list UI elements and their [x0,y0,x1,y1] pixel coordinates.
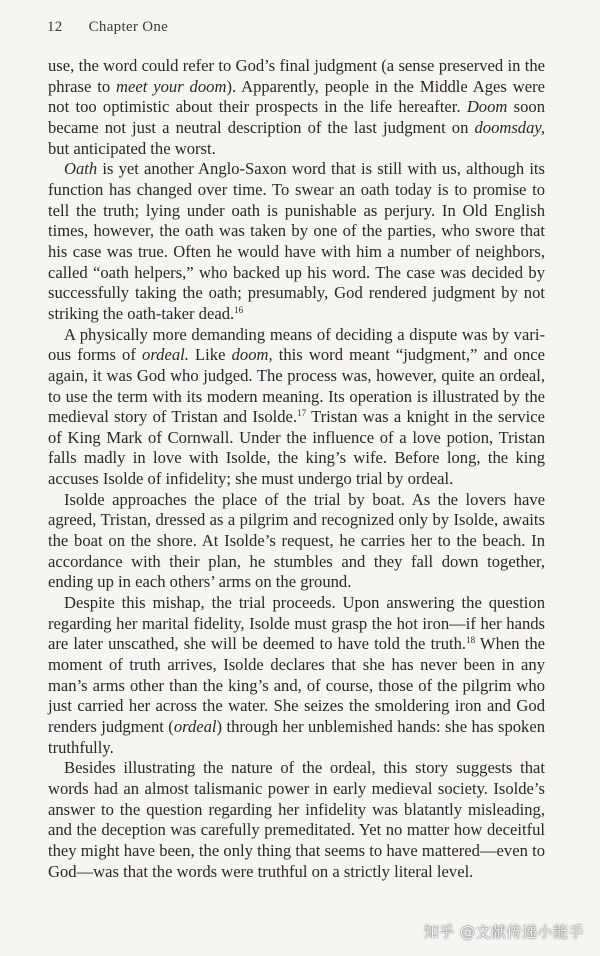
italic-term: Doom [466,97,508,117]
text-run: When the moment of truth arrives, Isolde declares that she has never been in any man’s arms other than the king’s and, of course, those of the pilgrim who just carried her across the water. She seizes the smoldering iron and God renders judgment ( [48,634,545,736]
italic-term: Oath [64,159,98,179]
text-run: but anticipated the worst. [48,138,216,158]
body-text [48,56,545,882]
footnote-marker: 16 [234,304,244,315]
italic-term: doomsday, [474,117,545,137]
running-head [47,19,168,36]
italic-term: ordeal [173,717,217,736]
page-number: 12 [47,19,63,35]
footnote-marker: 17 [297,408,307,419]
text-run: ) through her unblemished hands: she has spoken truthfully. [48,717,545,757]
italic-term: doom, [231,345,273,365]
footnote-marker: 18 [466,635,476,646]
text-run: Besides illustrating the nature of the ordeal, this story suggests that words had an almost talismanic power in early medieval society. Isolde’s answer to the question regarding her infidelity was blatantly misleading, and the deception was carefully premeditated. Yet no matter how deceitful they might have been, the only thing that seems to have mattered—even to God—was that the words were truthful on a strictly literal level. [48,758,545,881]
italic-term: ordeal. [142,345,189,365]
watermark-text: 知乎 @文献传递小能手 [423,923,584,941]
paragraph [48,490,545,593]
text-run: use, the word could refer to God’s final judgment (a sense preserved in the phrase to [48,56,545,96]
text-run: ). Apparently, people in the Middle Ages were not too optimistic about their prospects in the life hereafter. [48,76,545,117]
paragraph [48,758,545,882]
text-run: Isolde approaches the place of the trial by boat. As the lovers have agreed, Tristan, dressed as a pilgrim and recognized only by Isolde, awaits the boat on the shore. At Isolde’s request, he carries her to the beach. In accordance with their plan, he stumbles and they fall down together, ending up in each others’ arms on the ground. [48,489,545,592]
text-run: A physically more demanding means of deciding a dispute was by various forms of [48,324,545,365]
text-run: Tristan was a knight in the service of King Mark of Cornwall. Under the influence of a love potion, Tristan falls madly in love with Isolde, the king’s wife. Before long, the king accuses Isolde of infidelity; she must undergo trial by ordeal. [48,407,545,489]
paragraph [48,159,545,324]
chapter-title: Chapter One [88,19,169,35]
paragraph [48,593,545,758]
text-run: Like [188,345,232,365]
text-run: is yet another Anglo-Saxon word that is still with us, although its function has changed over time. To swear an oath today is to promise to tell the truth; lying under oath is punishable as perjury. In Old English times, however, the oath was taken by one of the parties, who swore that his case was true. Often he would have with him a number of neighbors, called “oath helpers,” who backed up his word. The case was decided by successfully taking the oath; presumably, God rendered judgment by not striking the oath-taker dead. [48,159,545,323]
text-run: this word meant “judgment,” and once again, it was God who judged. The process was, however, quite an ordeal, to use the term with its modern meaning. Its operation is illustrated by the medieval story of Tristan and Isolde. [48,345,545,427]
italic-term: meet your doom [116,76,227,96]
paragraph [48,56,545,159]
text-run: Despite this mishap, the trial proceeds. Upon answering the question regarding her marital fidelity, Isolde must grasp the hot iron—if her hands are later unscathed, she will be deemed to have told the truth. [48,593,545,654]
text-run: soon became not just a neutral description of the last judgment on [48,97,546,137]
paragraph [48,325,545,490]
